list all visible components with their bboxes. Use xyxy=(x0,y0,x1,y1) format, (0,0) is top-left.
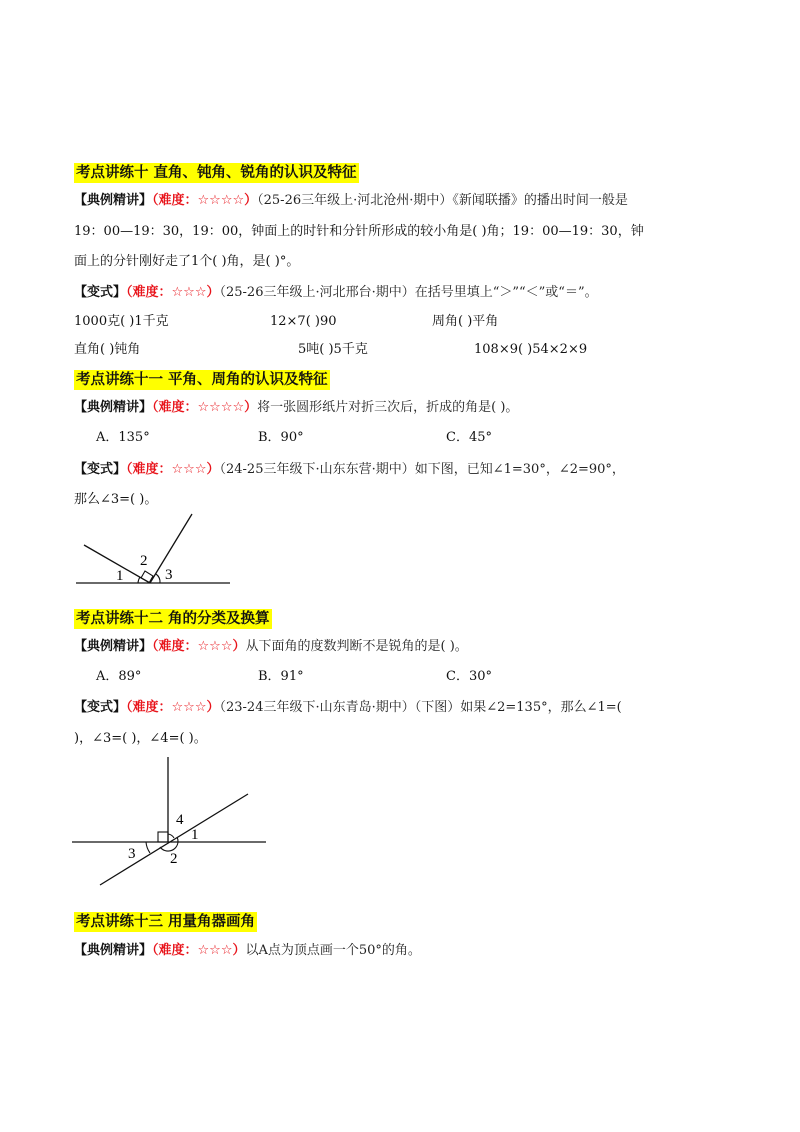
section-12-variant-line1 xyxy=(74,698,622,718)
example-tag: 【典例精讲】 xyxy=(74,639,153,654)
section-10-variant-line1 xyxy=(74,283,598,303)
angle-3-arc xyxy=(156,574,160,583)
angle-3-arc xyxy=(146,842,150,853)
angle-label-3: 3 xyxy=(165,567,173,583)
difficulty-rating: （难度：☆☆☆） xyxy=(126,462,220,477)
right-angle-mark xyxy=(158,832,168,842)
question-text: 将一张圆形纸片对折三次后，折成的角是( )。 xyxy=(257,400,519,415)
angle-figure-2 xyxy=(70,755,270,890)
question-text: 以A点为顶点画一个50°的角。 xyxy=(245,943,421,958)
difficulty-rating: （难度：☆☆☆） xyxy=(126,700,220,715)
compare-item: 5吨( )5千克 xyxy=(298,342,368,357)
angle-label-2: 2 xyxy=(170,851,178,867)
option-c: C．45° xyxy=(446,430,492,445)
section-11-heading: 考点讲练十一 平角、周角的认识及特征 xyxy=(76,372,328,388)
angle-label-1: 1 xyxy=(191,827,199,843)
variant-tag: 【变式】 xyxy=(74,700,127,715)
section-10-example-line2: 19：00—19：30，19：00，钟面上的时针和分针所形成的较小角是( )角；19：00—19：30，钟 xyxy=(74,224,644,239)
section-13-heading: 考点讲练十三 用量角器画角 xyxy=(76,914,256,930)
difficulty-rating: （难度：☆☆☆☆） xyxy=(152,400,258,415)
section-12-example-line1 xyxy=(74,637,468,657)
section-11-variant-line1 xyxy=(74,460,625,480)
angle-1-arc xyxy=(138,577,140,583)
example-tag: 【典例精讲】 xyxy=(74,943,153,958)
question-text: （24-25三年级下·山东东营·期中）如下图，已知∠1=30°，∠2=90°， xyxy=(219,462,625,477)
option-b: B．91° xyxy=(258,669,304,684)
section-10-example-line1 xyxy=(74,191,628,211)
variant-tag: 【变式】 xyxy=(74,285,127,300)
option-a: A．135° xyxy=(96,430,150,445)
option-b: B．90° xyxy=(258,430,304,445)
figure-oblique-line xyxy=(100,794,248,885)
section-11-example-line1 xyxy=(74,398,518,418)
question-text: （25-26三年级上·河北沧州·期中）《新闻联播》的播出时间一般是 xyxy=(257,193,628,208)
angle-label-1: 1 xyxy=(116,568,124,584)
angle-label-3: 3 xyxy=(128,846,136,862)
section-11-variant-line2: 那么∠3=( )。 xyxy=(74,492,158,507)
example-tag: 【典例精讲】 xyxy=(74,193,153,208)
difficulty-rating: （难度：☆☆☆） xyxy=(152,639,246,654)
option-c: C．30° xyxy=(446,669,492,684)
section-10-heading: 考点讲练十 直角、钝角、锐角的认识及特征 xyxy=(76,165,357,181)
compare-item: 1000克( )1千克 xyxy=(74,314,169,329)
section-10-example-line3: 面上的分针刚好走了1个( )角，是( )°。 xyxy=(74,254,300,269)
difficulty-rating: （难度：☆☆☆☆） xyxy=(152,193,258,208)
question-text: （25-26三年级上·河北邢台·期中）在括号里填上“＞”“＜”或“＝”。 xyxy=(219,285,598,300)
difficulty-rating: （难度：☆☆☆） xyxy=(152,943,246,958)
compare-item: 108×9( )54×2×9 xyxy=(474,342,588,357)
difficulty-rating: （难度：☆☆☆） xyxy=(126,285,220,300)
question-text: 从下面角的度数判断不是锐角的是( )。 xyxy=(245,639,468,654)
variant-tag: 【变式】 xyxy=(74,462,127,477)
angle-1-arc xyxy=(177,837,178,842)
compare-item: 12×7( )90 xyxy=(270,314,337,329)
angle-4-arc xyxy=(168,834,174,838)
section-12-heading: 考点讲练十二 角的分类及换算 xyxy=(76,611,270,627)
compare-item: 周角( )平角 xyxy=(432,314,499,329)
compare-item: 直角( )钝角 xyxy=(74,342,141,357)
angle-label-4: 4 xyxy=(176,812,184,828)
angle-label-2: 2 xyxy=(140,553,148,569)
example-tag: 【典例精讲】 xyxy=(74,400,153,415)
section-12-variant-line2: )，∠3=( )，∠4=( )。 xyxy=(74,731,207,746)
option-a: A．89° xyxy=(96,669,142,684)
angle-figure-1 xyxy=(70,508,240,592)
section-13-example-line1 xyxy=(74,941,421,961)
question-text: （23-24三年级下·山东青岛·期中）（下图）如果∠2=135°，那么∠1=( xyxy=(219,700,622,715)
